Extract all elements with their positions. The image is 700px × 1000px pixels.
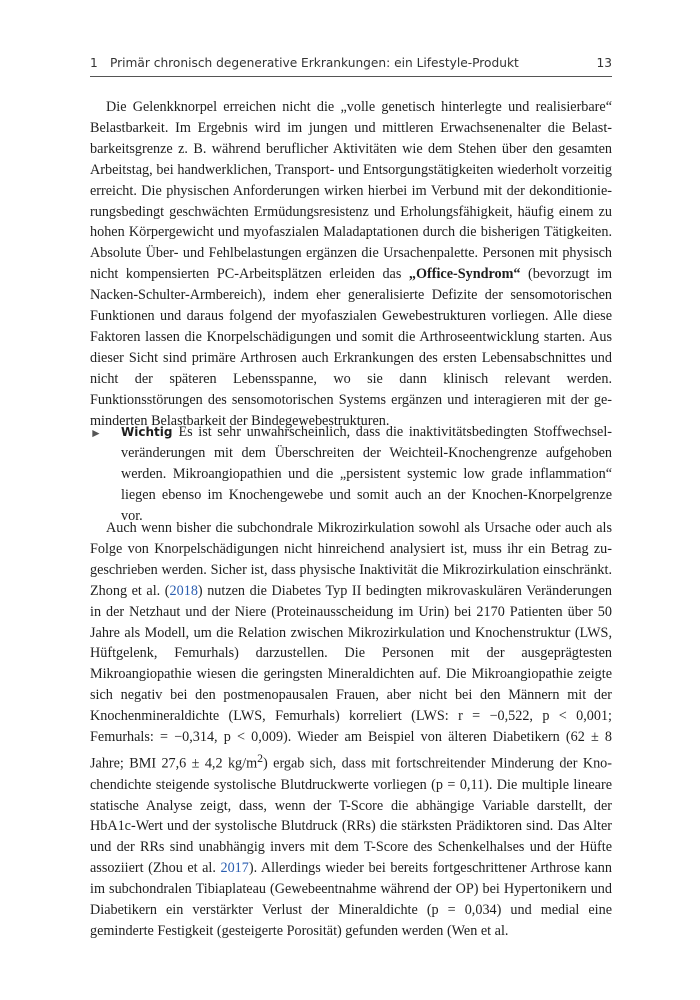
- paragraph-2-text-d: ). Allerdings wieder bei bereits fortgeschrittener Arthrose kann im subchondralen Tibiaplateau (Gewebeentnahme während der OP) bei Hypertonikern und Diabetikern ein verstärkter Verlust der Mineraldichte (p = 0,034) und medial eine geminderte Festigkeit (gesteigerte Porosität) gefunden werden (Wen et al.: [90, 860, 612, 939]
- paragraph-2-text-b: ) nutzen die Diabetes Typ II bedingten mikrovaskulären Veränderungen in der Netzhaut und der Niere (Proteinausscheidung im Urin) bei 2170 Patienten über 50 Jahre als Modell, um die Relation zwischen Mikrozirkulation und Knochenstruktur (LWS, Hüftgelenk, Femurhals) darzustellen. Die Personen mit der ausgeprägtesten Mikroangiopathie wiesen die geringsten Mineraldichten auf. Die Mikroangiopathie zeigte sich negativ bei den postmenopausalen Frauen, aber nicht bei den Männern mit der Knochenmineraldichte (LWS, Femurhals) korreliert (LWS: r = −0,522, p < 0,001; Femurhals: = −0,314, p < 0,009). Wieder am Beispiel von älteren Diabetikern (62 ± 8 Jahre; BMI 27,6 ± 4,2 kg/m: [90, 582, 612, 772]
- note-text-block: [121, 422, 612, 527]
- paragraph-2-text-a: Auch wenn bisher die subchondrale Mikrozirkulation sowohl als Ursache oder auch als Folge von Knorpelschädigungen nicht hinreichend analysiert ist, muss ihr ein Betrag zugeschrieben werden. Sicher ist, dass physische Inaktivität die Mikrozirkulation einschränkt. Zhong et al. (: [90, 520, 612, 599]
- important-note: [90, 422, 612, 527]
- citation-link-2017[interactable]: 2017: [220, 860, 249, 877]
- paragraph-1-text-a: Die Gelenkknorpel erreichen nicht die „volle genetisch hinterlegte und realisierbare“ Belastbarkeit. Im Ergebnis wird im jungen und mittleren Erwachsenenalter die Belastbarkeitsgrenze z. B. während beruflicher Aktivitäten wie dem Stehen über den gesamten Arbeitstag, bei handwerklichen, Transport- und Entsorgungstätigkeiten wiederholt vorzeitig erreicht. Die physischen Anforderungen wirken hierbei im Verbund mit der dekonditionierungsbedingt geschwächten Ermüdungsresistenz und Erholungsfähigkeit, häufig einem zu hohen Körpergewicht und myofaszialen Maladaptationen durch die bisherigen Tätigkeiten. Absolute Über- und Fehlbelastungen ergänzen die Ursachenpalette. Personen mit physisch nicht kompensierten PC-Arbeitsplätzen erleiden das: [90, 99, 612, 283]
- chapter-title: Primär chronisch degenerative Erkrankungen: ein Lifestyle-Produkt: [110, 56, 519, 70]
- body-paragraph-1: [90, 97, 612, 432]
- citation-link-2018[interactable]: 2018: [169, 582, 198, 599]
- office-syndrom-term: „Office-Syndrom“: [408, 266, 521, 283]
- note-label: Wichtig: [121, 425, 173, 439]
- running-head: [90, 56, 612, 76]
- triangle-marker-icon: ►: [90, 426, 102, 440]
- paragraph-2-text-c: ) ergab sich, dass mit fortschreitender Minderung der Knochendichte steigende systolische Blutdruckwerte vorliegen (p = 0,11). Die multiple lineare statische Analyse zeigt, dass, wenn der T-Score die abhängige Variable darstellt, der HbA1c-Wert und der systolische Blutdruck (RRs) die stärksten Prädiktoren sind. Das Alter und der RRs sind unabhängig invers mit dem T-Score des Schenkelhalses und der Hüfte assoziiert (Zhou et al.: [90, 755, 612, 877]
- superscript-2: 2: [257, 750, 264, 765]
- body-paragraph-2: [90, 518, 612, 942]
- paragraph-1-text-b: (bevorzugt im Nacken-Schulter-Armbereich), indem eher generalisierte Defizite der sensomotorischen Funktionen und daraus folgend der myofaszialen Gewebestrukturen vorliegen. Alle diese Faktoren lassen die Knorpelschädigungen und somit die Arthroseentwicklung starten. Aus dieser Sicht sind primäre Arthrosen auch Erkrankungen des ersten Lebensabschnittes und nicht der späteren Lebensspanne, wo sie dann klinisch relevant werden. Funktionsstörungen des sensomotorischen Systems ergänzen und interagieren mit der geminderten Belastbarkeit der Bindegewebestrukturen.: [90, 266, 612, 429]
- chapter-number: 1: [90, 56, 98, 70]
- note-body: Es ist sehr unwahrscheinlich, dass die inaktivitätsbedingten Stoffwechselveränderungen mit dem Überschreiten der Weichteil-Knochengrenze aufgehoben werden. Mikroangiopathien und die „persistent systemic low grade inflammation“ liegen ebenso im Knochengewebe und somit auch an der Knochen-Knorpelgrenze vor.: [121, 424, 612, 524]
- header-rule: [90, 76, 612, 77]
- page-number: 13: [596, 56, 612, 70]
